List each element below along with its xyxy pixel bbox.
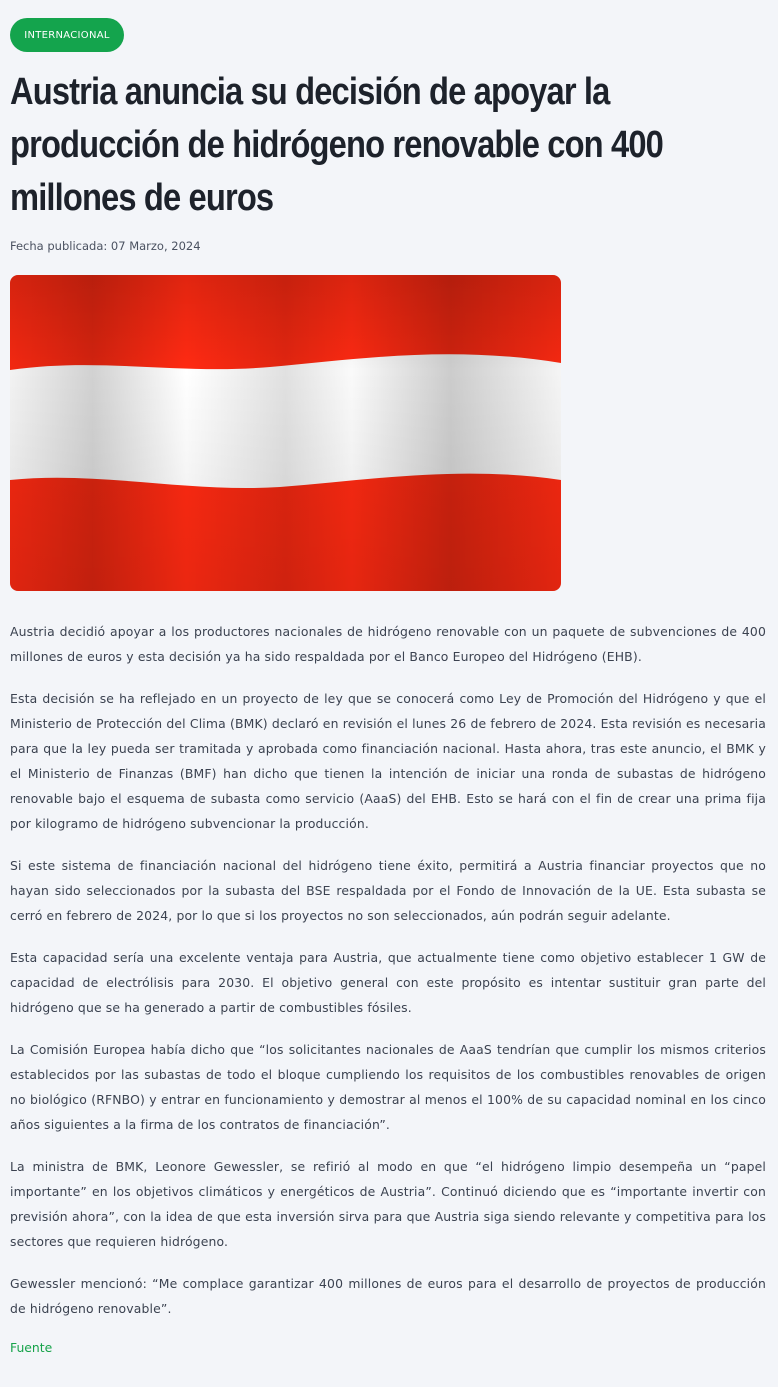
publish-date: Fecha publicada: 07 Marzo, 2024 <box>10 239 201 253</box>
paragraph: Esta decisión se ha reflejado en un proyecto de ley que se conocerá como Ley de Promoción del Hidrógeno y que el Ministerio de Protección del Clima (BMK) declaró en revisión el lunes 26 de febrero de 2024. Esta revisión es necesaria para que la ley pueda ser tramitada y aprobada como financiación nacional. Hasta ahora, tras este anuncio, el BMK y el Ministerio de Finanzas (BMF) han dicho que tienen la intención de iniciar una ronda de subastas de hidrógeno renovable bajo el esquema de subasta como servicio (AaaS) del EHB. Esto se hará con el fin de crear una prima fija por kilogramo de hidrógeno subvencionar la producción. <box>10 691 766 831</box>
article-title: Austria anuncia su decisión de apoyar la producción de hidrógeno renovable con 400 millones de euros <box>10 71 663 219</box>
paragraph: Esta capacidad sería una excelente ventaja para Austria, que actualmente tiene como objetivo establecer 1 GW de capacidad de electrólisis para 2030. El objetivo general con este propósito es intentar sustituir gran parte del hidrógeno que se ha generado a partir de combustibles fósiles. <box>10 950 766 1015</box>
paragraph: Si este sistema de financiación nacional del hidrógeno tiene éxito, permitirá a Austria financiar proyectos que no hayan sido seleccionados por la subasta del BSE respaldada por el Fondo de Innovación de la UE. Esta subasta se cerró en febrero de 2024, por lo que si los proyectos no son seleccionados, aún podrán seguir adelante. <box>10 858 766 923</box>
source-link[interactable]: Fuente <box>10 1340 53 1355</box>
paragraph: La ministra de BMK, Leonore Gewessler, se refirió al modo en que “el hidrógeno limpio desempeña un “papel importante” en los objetivos climáticos y energéticos de Austria”. Continuó diciendo que es “importante invertir con previsión ahora”, con la idea de que esta inversión sirva para que Austria siga siendo relevante y competitiva para los sectores que requieren hidrógeno. <box>10 1159 766 1249</box>
paragraph: La Comisión Europea había dicho que “los solicitantes nacionales de AaaS tendrían que cumplir los mismos criterios establecidos por las subastas de todo el bloque cumpliendo los requisitos de los combustibles renovables de origen no biológico (RFNBO) y entrar en funcionamiento y demostrar al menos el 100% de su capacidad nominal en los cinco años siguientes a la firma de los contratos de financiación”. <box>10 1042 766 1132</box>
category-badge[interactable]: INTERNACIONAL <box>10 18 124 52</box>
hero-image-austrian-flag <box>10 275 561 591</box>
austrian-flag-illustration <box>10 275 561 591</box>
paragraph: Austria decidió apoyar a los productores nacionales de hidrógeno renovable con un paquete de subvenciones de 400 millones de euros y esta decisión ya ha sido respaldada por el Banco Europeo del Hidrógeno (EHB). <box>10 624 766 664</box>
paragraph: Gewessler mencionó: “Me complace garantizar 400 millones de euros para el desarrollo de proyectos de producción de hidrógeno renovable”. <box>10 1276 766 1316</box>
article-body <box>10 619 766 1338</box>
